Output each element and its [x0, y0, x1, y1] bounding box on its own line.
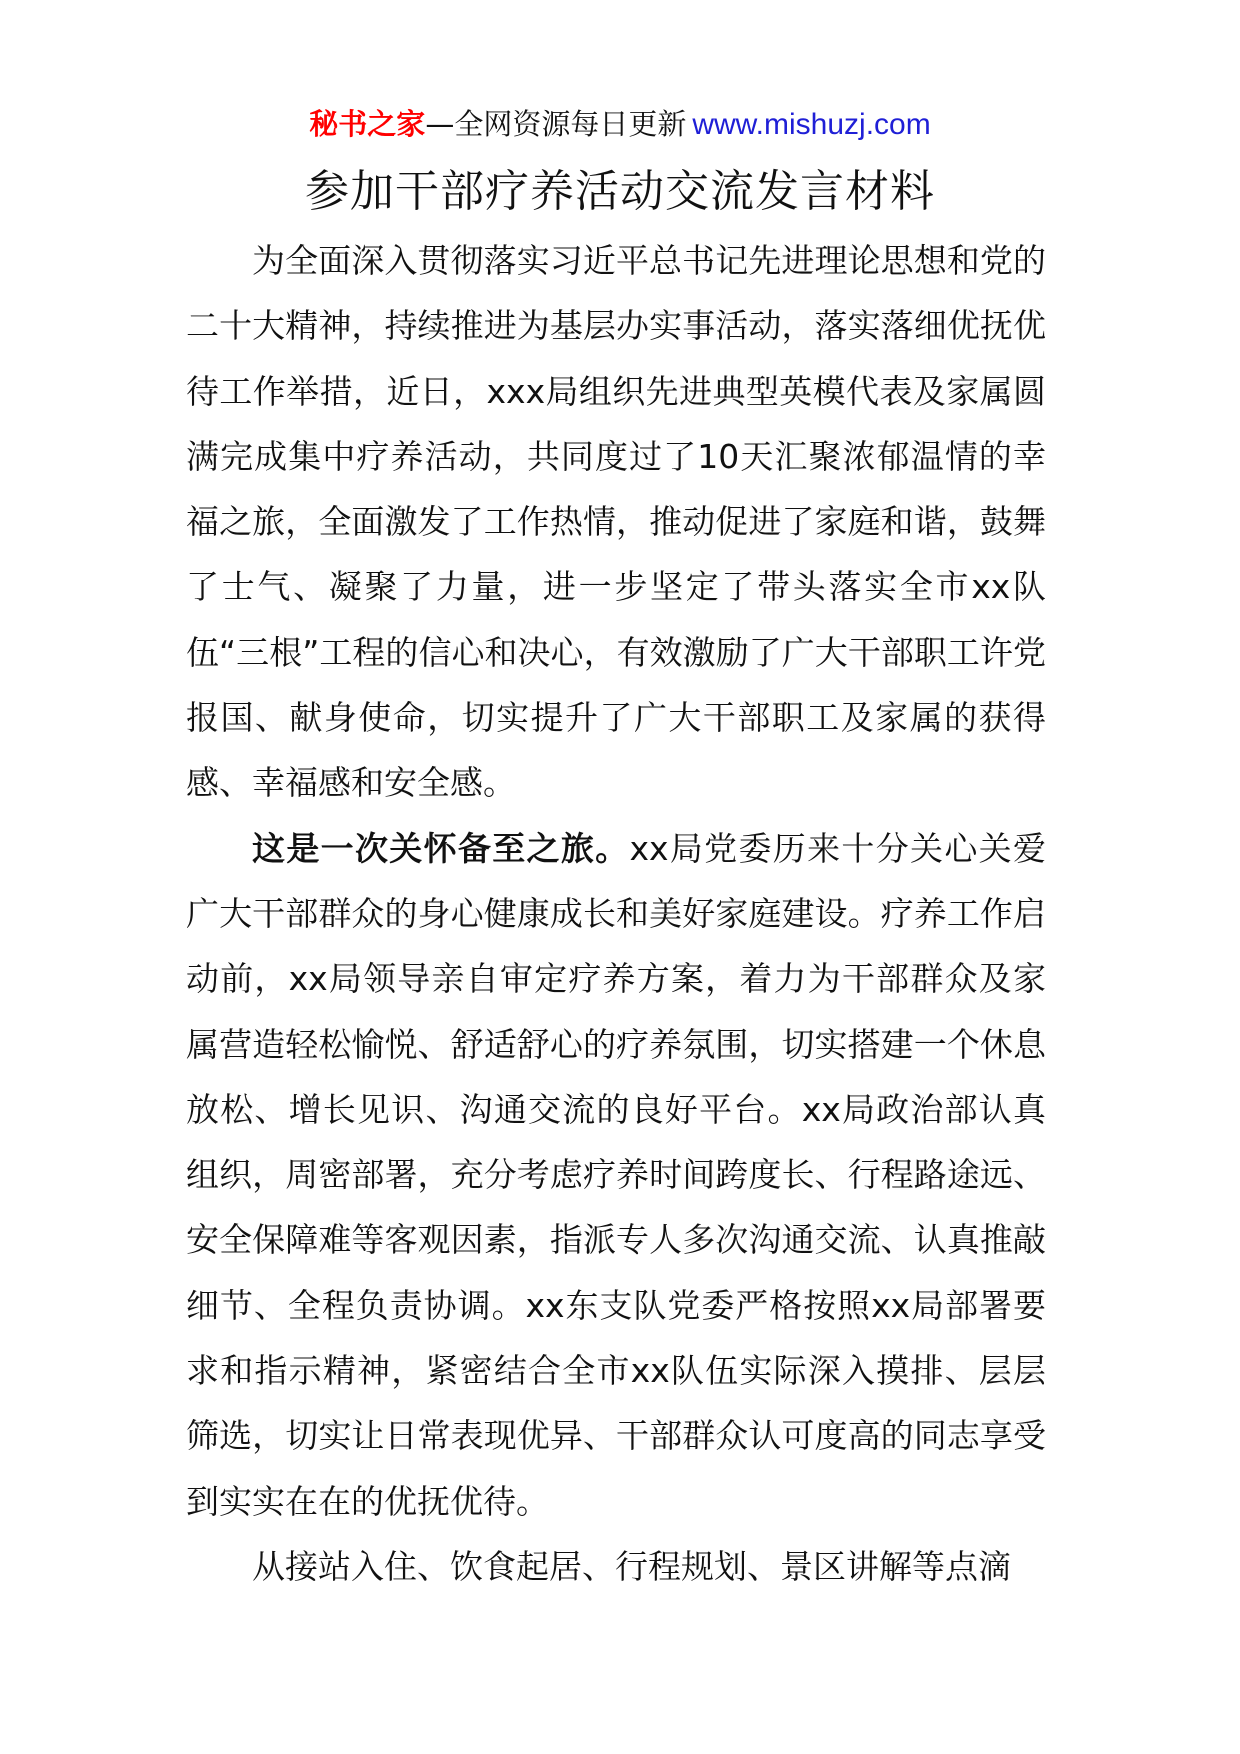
header-slogan: —全网资源每日更新 — [425, 107, 687, 141]
header-banner — [0, 104, 1240, 145]
document-title: 参加干部疗养活动交流发言材料 — [305, 166, 935, 217]
paragraph-2-lead: 这是一次关怀备至之旅。 — [252, 828, 630, 868]
paragraph-2 — [186, 816, 1046, 1534]
paragraph-3-text: 从接站入住、饮食起居、行程规划、景区讲解等点滴 — [252, 1546, 1011, 1586]
paragraph-3 — [186, 1534, 1046, 1599]
paragraph-1 — [186, 228, 1046, 816]
site-url-link[interactable]: www.mishuzj.com — [692, 108, 931, 141]
paragraph-1-text: 为全面深入贯彻落实习近平总书记先进理论思想和党的二十大精神，持续推进为基层办实事活动，落实落细优抚优待工作举措，近日，xxx局组织先进典型英模代表及家属圆满完成集中疗养活动，共同度过了10天汇聚浓郁温情的幸福之旅，全面激发了工作热情，推动促进了家庭和谐，鼓舞了士气、凝聚了力量，进一步坚定了带头落实全市xx队伍“三根”工程的信心和决心，有效激励了广大干部职工许党报国、献身使命，切实提升了广大干部职工及家属的获得感、幸福感和安全感。 — [186, 241, 1046, 803]
document-body — [186, 228, 1046, 1599]
brand-name: 秘书之家 — [309, 107, 426, 141]
paragraph-2-text: xx局党委历来十分关心关爱广大干部群众的身心健康成长和美好家庭建设。疗养工作启动前，xx局领导亲自审定疗养方案，着力为干部群众及家属营造轻松愉悦、舒适舒心的疗养氛围，切实搭建一个休息放松、增长见识、沟通交流的良好平台。xx局政治部认真组织，周密部署，充分考虑疗养时间跨度长、行程路途远、安全保障难等客观因素，指派专人多次沟通交流、认真推敲细节、全程负责协调。xx东支队党委严格按照xx局部署要求和指示精神，紧密结合全市xx队伍实际深入摸排、层层筛选，切实让日常表现优异、干部群众认可度高的同志享受到实实在在的优抚优待。 — [186, 828, 1046, 1521]
